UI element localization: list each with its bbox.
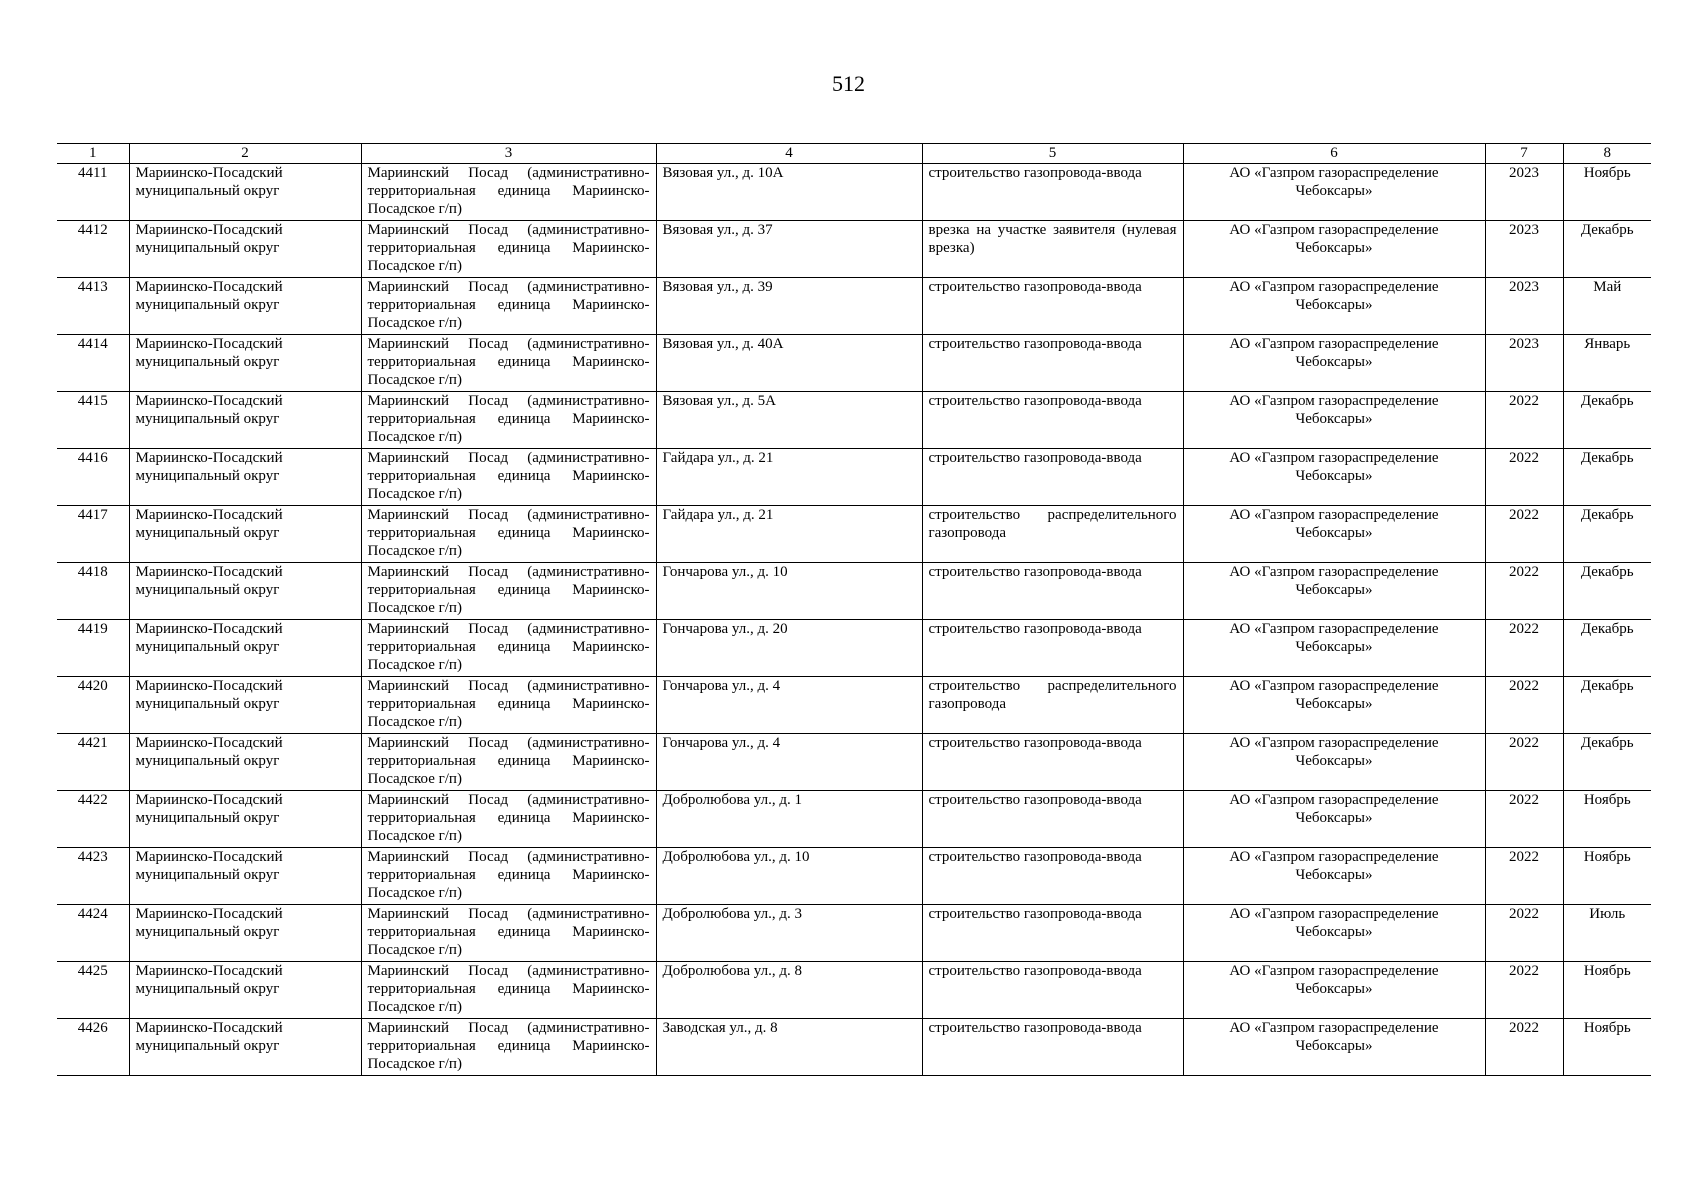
row-number: 4415	[57, 392, 129, 449]
year-cell: 2022	[1485, 734, 1563, 791]
district-cell: Мариинско-Посадский муниципальный округ	[129, 392, 361, 449]
table-row	[57, 506, 1651, 563]
month-cell: Ноябрь	[1563, 1019, 1651, 1076]
locality-cell: Мариинский Посад (административно-территориальная единица Мариинско-Посадское г/п)	[361, 449, 656, 506]
work-type-cell: строительство газопровода-ввода	[922, 905, 1183, 962]
organization-cell: АО «Газпром газораспределение Чебоксары»	[1183, 221, 1485, 278]
organization-cell: АО «Газпром газораспределение Чебоксары»	[1183, 791, 1485, 848]
address-cell: Добролюбова ул., д. 8	[656, 962, 922, 1019]
table-row	[57, 392, 1651, 449]
column-header-4: 4	[656, 144, 922, 164]
locality-cell: Мариинский Посад (административно-территориальная единица Мариинско-Посадское г/п)	[361, 335, 656, 392]
row-number: 4418	[57, 563, 129, 620]
locality-cell: Мариинский Посад (административно-территориальная единица Мариинско-Посадское г/п)	[361, 905, 656, 962]
month-cell: Декабрь	[1563, 620, 1651, 677]
district-cell: Мариинско-Посадский муниципальный округ	[129, 791, 361, 848]
locality-cell: Мариинский Посад (административно-территориальная единица Мариинско-Посадское г/п)	[361, 278, 656, 335]
district-cell: Мариинско-Посадский муниципальный округ	[129, 221, 361, 278]
organization-cell: АО «Газпром газораспределение Чебоксары»	[1183, 563, 1485, 620]
organization-cell: АО «Газпром газораспределение Чебоксары»	[1183, 506, 1485, 563]
address-cell: Вязовая ул., д. 39	[656, 278, 922, 335]
month-cell: Декабрь	[1563, 221, 1651, 278]
organization-cell: АО «Газпром газораспределение Чебоксары»	[1183, 905, 1485, 962]
month-cell: Январь	[1563, 335, 1651, 392]
address-cell: Добролюбова ул., д. 3	[656, 905, 922, 962]
year-cell: 2022	[1485, 563, 1563, 620]
table-row	[57, 335, 1651, 392]
row-number: 4421	[57, 734, 129, 791]
work-type-cell: строительство распределительного газопровода	[922, 677, 1183, 734]
work-type-cell: врезка на участке заявителя (нулевая врезка)	[922, 221, 1183, 278]
table-row	[57, 164, 1651, 221]
locality-cell: Мариинский Посад (административно-территориальная единица Мариинско-Посадское г/п)	[361, 734, 656, 791]
year-cell: 2022	[1485, 905, 1563, 962]
organization-cell: АО «Газпром газораспределение Чебоксары»	[1183, 848, 1485, 905]
address-cell: Гончарова ул., д. 4	[656, 734, 922, 791]
column-header-2: 2	[129, 144, 361, 164]
organization-cell: АО «Газпром газораспределение Чебоксары»	[1183, 962, 1485, 1019]
address-cell: Добролюбова ул., д. 1	[656, 791, 922, 848]
locality-cell: Мариинский Посад (административно-территориальная единица Мариинско-Посадское г/п)	[361, 962, 656, 1019]
work-type-cell: строительство распределительного газопровода	[922, 506, 1183, 563]
year-cell: 2023	[1485, 164, 1563, 221]
address-cell: Вязовая ул., д. 5А	[656, 392, 922, 449]
year-cell: 2022	[1485, 848, 1563, 905]
row-number: 4411	[57, 164, 129, 221]
work-type-cell: строительство газопровода-ввода	[922, 335, 1183, 392]
month-cell: Май	[1563, 278, 1651, 335]
district-cell: Мариинско-Посадский муниципальный округ	[129, 449, 361, 506]
page-number: 512	[832, 71, 865, 96]
work-type-cell: строительство газопровода-ввода	[922, 1019, 1183, 1076]
row-number: 4425	[57, 962, 129, 1019]
column-header-6: 6	[1183, 144, 1485, 164]
year-cell: 2023	[1485, 335, 1563, 392]
district-cell: Мариинско-Посадский муниципальный округ	[129, 734, 361, 791]
table-row	[57, 677, 1651, 734]
month-cell: Ноябрь	[1563, 962, 1651, 1019]
address-cell: Заводская ул., д. 8	[656, 1019, 922, 1076]
month-cell: Декабрь	[1563, 392, 1651, 449]
work-type-cell: строительство газопровода-ввода	[922, 734, 1183, 791]
month-cell: Декабрь	[1563, 506, 1651, 563]
table-row	[57, 221, 1651, 278]
organization-cell: АО «Газпром газораспределение Чебоксары»	[1183, 1019, 1485, 1076]
table-row	[57, 620, 1651, 677]
district-cell: Мариинско-Посадский муниципальный округ	[129, 962, 361, 1019]
year-cell: 2022	[1485, 392, 1563, 449]
address-cell: Вязовая ул., д. 10А	[656, 164, 922, 221]
locality-cell: Мариинский Посад (административно-территориальная единица Мариинско-Посадское г/п)	[361, 221, 656, 278]
column-header-3: 3	[361, 144, 656, 164]
district-cell: Мариинско-Посадский муниципальный округ	[129, 1019, 361, 1076]
table-row	[57, 734, 1651, 791]
year-cell: 2022	[1485, 1019, 1563, 1076]
month-cell: Декабрь	[1563, 734, 1651, 791]
work-type-cell: строительство газопровода-ввода	[922, 164, 1183, 221]
table-row	[57, 1019, 1651, 1076]
work-type-cell: строительство газопровода-ввода	[922, 620, 1183, 677]
locality-cell: Мариинский Посад (административно-территориальная единица Мариинско-Посадское г/п)	[361, 1019, 656, 1076]
organization-cell: АО «Газпром газораспределение Чебоксары»	[1183, 278, 1485, 335]
row-number: 4412	[57, 221, 129, 278]
row-number: 4426	[57, 1019, 129, 1076]
table-row	[57, 449, 1651, 506]
work-type-cell: строительство газопровода-ввода	[922, 848, 1183, 905]
year-cell: 2022	[1485, 620, 1563, 677]
district-cell: Мариинско-Посадский муниципальный округ	[129, 677, 361, 734]
table-row	[57, 848, 1651, 905]
work-type-cell: строительство газопровода-ввода	[922, 791, 1183, 848]
row-number: 4424	[57, 905, 129, 962]
organization-cell: АО «Газпром газораспределение Чебоксары»	[1183, 449, 1485, 506]
organization-cell: АО «Газпром газораспределение Чебоксары»	[1183, 164, 1485, 221]
table-row	[57, 791, 1651, 848]
row-number: 4416	[57, 449, 129, 506]
locality-cell: Мариинский Посад (административно-территориальная единица Мариинско-Посадское г/п)	[361, 848, 656, 905]
locality-cell: Мариинский Посад (административно-территориальная единица Мариинско-Посадское г/п)	[361, 791, 656, 848]
address-cell: Вязовая ул., д. 40А	[656, 335, 922, 392]
year-cell: 2022	[1485, 962, 1563, 1019]
month-cell: Ноябрь	[1563, 791, 1651, 848]
table-row	[57, 278, 1651, 335]
district-cell: Мариинско-Посадский муниципальный округ	[129, 620, 361, 677]
month-cell: Июль	[1563, 905, 1651, 962]
row-number: 4413	[57, 278, 129, 335]
locality-cell: Мариинский Посад (административно-территориальная единица Мариинско-Посадское г/п)	[361, 620, 656, 677]
table-row	[57, 905, 1651, 962]
district-cell: Мариинско-Посадский муниципальный округ	[129, 164, 361, 221]
district-cell: Мариинско-Посадский муниципальный округ	[129, 335, 361, 392]
district-cell: Мариинско-Посадский муниципальный округ	[129, 905, 361, 962]
year-cell: 2022	[1485, 677, 1563, 734]
organization-cell: АО «Газпром газораспределение Чебоксары»	[1183, 620, 1485, 677]
address-cell: Добролюбова ул., д. 10	[656, 848, 922, 905]
column-header-5: 5	[922, 144, 1183, 164]
gasification-table	[57, 143, 1651, 1076]
locality-cell: Мариинский Посад (административно-территориальная единица Мариинско-Посадское г/п)	[361, 164, 656, 221]
district-cell: Мариинско-Посадский муниципальный округ	[129, 848, 361, 905]
locality-cell: Мариинский Посад (административно-территориальная единица Мариинско-Посадское г/п)	[361, 506, 656, 563]
work-type-cell: строительство газопровода-ввода	[922, 449, 1183, 506]
district-cell: Мариинско-Посадский муниципальный округ	[129, 506, 361, 563]
year-cell: 2023	[1485, 278, 1563, 335]
row-number: 4414	[57, 335, 129, 392]
organization-cell: АО «Газпром газораспределение Чебоксары»	[1183, 677, 1485, 734]
column-number-row	[57, 144, 1651, 164]
organization-cell: АО «Газпром газораспределение Чебоксары»	[1183, 734, 1485, 791]
work-type-cell: строительство газопровода-ввода	[922, 278, 1183, 335]
table-row	[57, 563, 1651, 620]
year-cell: 2022	[1485, 791, 1563, 848]
organization-cell: АО «Газпром газораспределение Чебоксары»	[1183, 335, 1485, 392]
row-number: 4422	[57, 791, 129, 848]
address-cell: Гончарова ул., д. 10	[656, 563, 922, 620]
row-number: 4420	[57, 677, 129, 734]
work-type-cell: строительство газопровода-ввода	[922, 563, 1183, 620]
column-header-7: 7	[1485, 144, 1563, 164]
month-cell: Ноябрь	[1563, 164, 1651, 221]
district-cell: Мариинско-Посадский муниципальный округ	[129, 563, 361, 620]
row-number: 4419	[57, 620, 129, 677]
locality-cell: Мариинский Посад (административно-территориальная единица Мариинско-Посадское г/п)	[361, 563, 656, 620]
locality-cell: Мариинский Посад (административно-территориальная единица Мариинско-Посадское г/п)	[361, 392, 656, 449]
month-cell: Декабрь	[1563, 677, 1651, 734]
locality-cell: Мариинский Посад (административно-территориальная единица Мариинско-Посадское г/п)	[361, 677, 656, 734]
address-cell: Гончарова ул., д. 20	[656, 620, 922, 677]
district-cell: Мариинско-Посадский муниципальный округ	[129, 278, 361, 335]
address-cell: Гончарова ул., д. 4	[656, 677, 922, 734]
address-cell: Гайдара ул., д. 21	[656, 506, 922, 563]
table-body	[57, 164, 1651, 1076]
column-header-1: 1	[57, 144, 129, 164]
table-row	[57, 962, 1651, 1019]
year-cell: 2022	[1485, 506, 1563, 563]
month-cell: Ноябрь	[1563, 848, 1651, 905]
month-cell: Декабрь	[1563, 449, 1651, 506]
month-cell: Декабрь	[1563, 563, 1651, 620]
address-cell: Гайдара ул., д. 21	[656, 449, 922, 506]
year-cell: 2023	[1485, 221, 1563, 278]
column-header-8: 8	[1563, 144, 1651, 164]
row-number: 4417	[57, 506, 129, 563]
work-type-cell: строительство газопровода-ввода	[922, 962, 1183, 1019]
work-type-cell: строительство газопровода-ввода	[922, 392, 1183, 449]
row-number: 4423	[57, 848, 129, 905]
address-cell: Вязовая ул., д. 37	[656, 221, 922, 278]
year-cell: 2022	[1485, 449, 1563, 506]
organization-cell: АО «Газпром газораспределение Чебоксары»	[1183, 392, 1485, 449]
